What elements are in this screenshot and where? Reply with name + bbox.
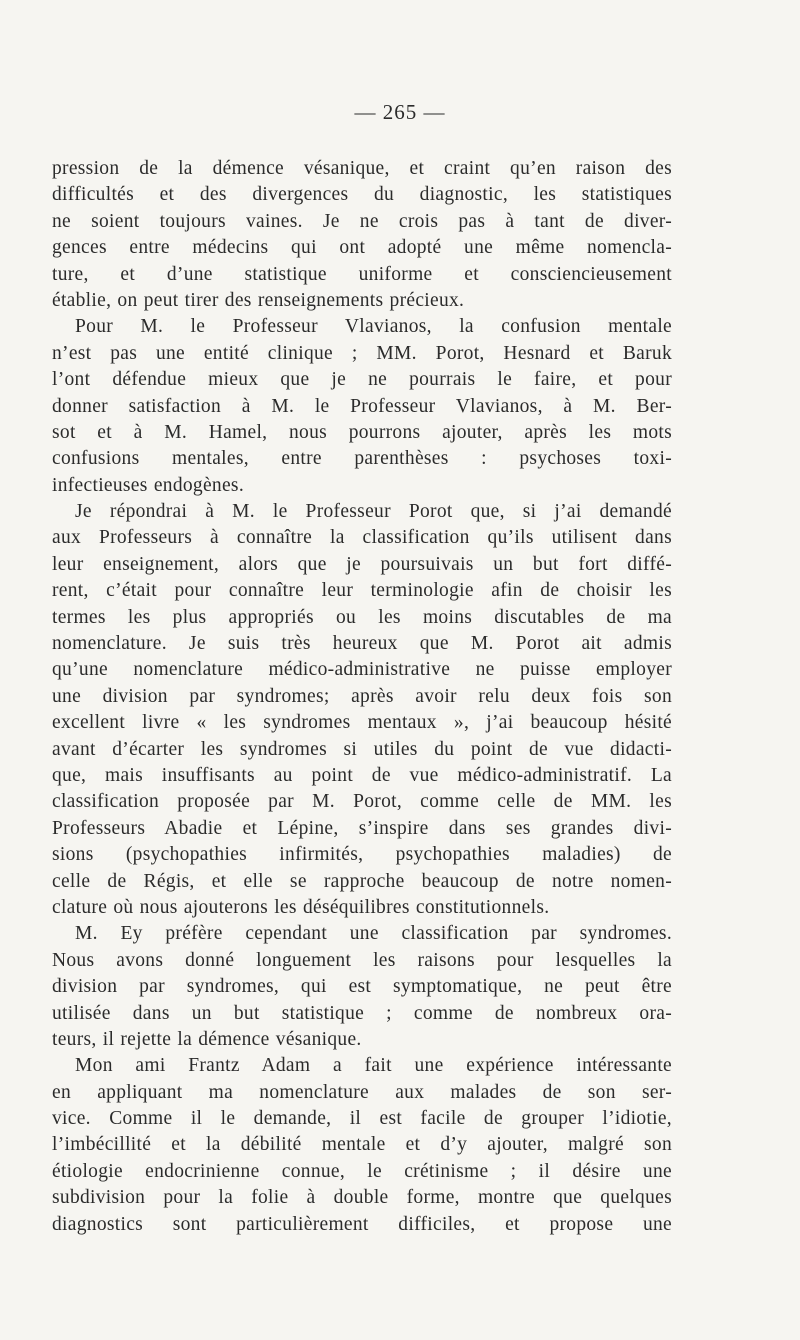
text-line: n’est pas une entité clinique ; MM. Porot, Hesnard et Baruk	[52, 342, 672, 364]
text-line: confusions mentales, entre parenthèses : psychoses toxi-	[52, 448, 672, 470]
text-line: excellent livre « les syndromes mentaux », j’ai beaucoup hésité	[52, 712, 672, 734]
text-line: subdivision pour la folie à double forme, montre que quelques	[52, 1187, 672, 1209]
text-line: Professeurs Abadie et Lépine, s’inspire dans ses grandes divi-	[52, 817, 672, 839]
page-number: — 265 —	[354, 100, 446, 124]
text-line: que, mais insuffisants au point de vue médico-administratif. La	[52, 764, 672, 786]
text-line: ne soient toujours vaines. Je ne crois pas à tant de diver-	[52, 210, 672, 232]
text-line: rent, c’était pour connaître leur terminologie afin de choisir les	[52, 580, 672, 602]
text-line: nomenclature. Je suis très heureux que M. Porot ait admis	[52, 633, 672, 655]
text-line: Je répondrai à M. le Professeur Porot que, si j’ai demandé	[75, 501, 672, 523]
text-line: teurs, il rejette la démence vésanique.	[52, 1028, 362, 1050]
text-line: avant d’écarter les syndromes si utiles du point de vue didacti-	[52, 738, 672, 760]
text-line: sions (psychopathies infirmités, psychopathies maladies) de	[52, 844, 672, 866]
text-line: difficultés et des divergences du diagnostic, les statistiques	[52, 184, 672, 206]
text-line: Pour M. le Professeur Vlavianos, la confusion mentale	[75, 316, 672, 338]
text-line: en appliquant ma nomenclature aux malades de son ser-	[52, 1081, 672, 1103]
text-line: l’ont défendue mieux que je ne pourrais le faire, et pour	[52, 369, 672, 391]
paragraph	[52, 156, 672, 314]
paragraph	[52, 921, 672, 1053]
text-line: termes les plus appropriés ou les moins discutables de ma	[52, 606, 672, 628]
text-line: pression de la démence vésanique, et craint qu’en raison des	[52, 158, 672, 179]
text-line: division par syndromes, qui est symptomatique, ne peut être	[52, 976, 672, 998]
paragraph	[52, 314, 672, 499]
paragraph	[52, 499, 672, 921]
text-line: étiologie endocrinienne connue, le crétinisme ; il désire une	[52, 1160, 672, 1182]
text-line: vice. Comme il le demande, il est facile de grouper l’idiotie,	[52, 1108, 672, 1130]
text-line: l’imbécillité et la débilité mentale et d’y ajouter, malgré son	[52, 1134, 672, 1156]
body-text	[52, 156, 672, 1238]
text-line: Nous avons donné longuement les raisons pour lesquelles la	[52, 949, 672, 971]
text-line: Mon ami Frantz Adam a fait une expérience intéressante	[75, 1055, 672, 1077]
text-line: clature où nous ajouterons les déséquilibres constitutionnels.	[52, 896, 550, 918]
text-line: leur enseignement, alors que je poursuivais un but fort diffé-	[52, 553, 672, 575]
text-line: M. Ey préfère cependant une classification par syndromes.	[75, 923, 672, 945]
text-line: donner satisfaction à M. le Professeur Vlavianos, à M. Ber-	[52, 395, 672, 417]
text-line: ture, et d’une statistique uniforme et consciencieusement	[52, 263, 672, 285]
text-line: établie, on peut tirer des renseignements précieux.	[52, 289, 465, 311]
paragraph	[52, 1053, 672, 1238]
text-line: sot et à M. Hamel, nous pourrons ajouter, après les mots	[52, 421, 672, 443]
text-line: qu’une nomenclature médico-administrative ne puisse employer	[52, 659, 672, 681]
text-line: classification proposée par M. Porot, comme celle de MM. les	[52, 791, 672, 813]
text-line: infectieuses endogènes.	[52, 474, 244, 496]
text-line: une division par syndromes; après avoir relu deux fois son	[52, 685, 672, 707]
text-line: utilisée dans un but statistique ; comme de nombreux ora-	[52, 1002, 672, 1024]
text-line: gences entre médecins qui ont adopté une même nomencla-	[52, 237, 672, 259]
text-line: diagnostics sont particulièrement difficiles, et propose une	[52, 1213, 672, 1235]
text-line: aux Professeurs à connaître la classification qu’ils utilisent dans	[52, 527, 672, 549]
text-line: celle de Régis, et elle se rapproche beaucoup de notre nomen-	[52, 870, 672, 892]
